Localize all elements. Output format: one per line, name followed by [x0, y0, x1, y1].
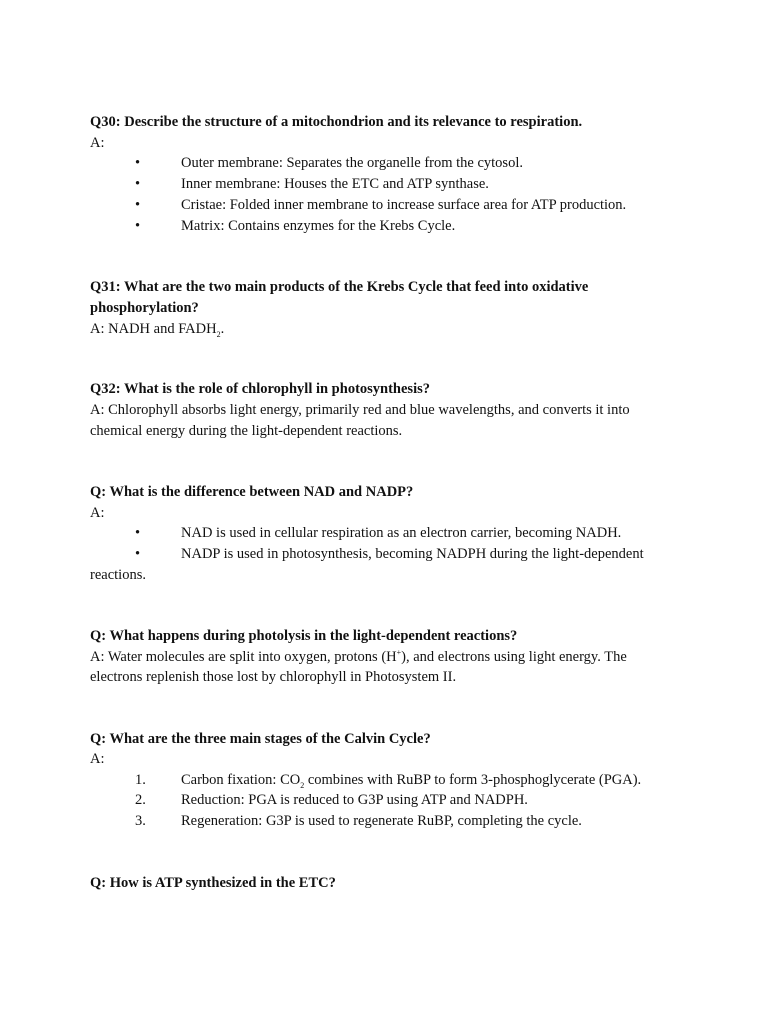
q-photolysis-answer-line1: [90, 647, 627, 668]
q-calvin-item1-subscript: 2: [300, 780, 305, 790]
q-calvin-answer-label: A:: [90, 751, 105, 767]
q32-answer-line1: A: Chlorophyll absorbs light energy, primarily red and blue wavelengths, and converts it into: [90, 402, 630, 418]
q32-question: Q32: What is the role of chlorophyll in photosynthesis?: [90, 381, 430, 397]
q32-answer-line2: chemical energy during the light-dependent reactions.: [90, 423, 403, 439]
q31-answer-suffix: .: [220, 321, 225, 337]
q31-answer: [90, 319, 224, 340]
q30-bullet-1: •: [135, 155, 141, 171]
q30-item-matrix: Matrix: Contains enzymes for the Krebs Cycle.: [181, 218, 456, 234]
q-calvin-number-1: 1.: [135, 772, 146, 788]
q30-item-inner-membrane: Inner membrane: Houses the ETC and ATP synthase.: [181, 176, 489, 192]
q31-question-line2: phosphorylation?: [90, 300, 199, 316]
q-nad-item-2-line2: reactions.: [90, 567, 146, 583]
q-nad-bullet-1: •: [135, 525, 141, 541]
q30-bullet-4: •: [135, 218, 141, 234]
q-photolysis-answer-suffix: ), and electrons using light energy. The: [401, 649, 627, 665]
q-nad-item-1: NAD is used in cellular respiration as an electron carrier, becoming NADH.: [181, 525, 622, 541]
q30-answer-label: A:: [90, 135, 105, 151]
q-nad-bullet-2: •: [135, 546, 141, 562]
q31-answer-subscript: 2: [216, 329, 221, 339]
q31-question-line1: Q31: What are the two main products of the Krebs Cycle that feed into oxidative: [90, 279, 589, 295]
q30-question: Q30: Describe the structure of a mitochondrion and its relevance to respiration.: [90, 114, 583, 130]
q-calvin-item1-prefix: Carbon fixation: CO: [181, 772, 301, 788]
q30-bullet-3: •: [135, 197, 141, 213]
q-calvin-item1-suffix: combines with RuBP to form 3-phosphoglycerate (PGA).: [304, 772, 642, 788]
q-photolysis-answer-prefix: A: Water molecules are split into oxygen, protons (H: [90, 649, 397, 665]
q30-item-cristae: Cristae: Folded inner membrane to increase surface area for ATP production.: [181, 197, 627, 213]
q-calvin-item-carbon-fixation: [181, 770, 641, 791]
q30-bullet-2: •: [135, 176, 141, 192]
q-calvin-question: Q: What are the three main stages of the Calvin Cycle?: [90, 731, 431, 747]
q30-item-outer-membrane: Outer membrane: Separates the organelle from the cytosol.: [181, 155, 523, 171]
q-calvin-item-regeneration: Regeneration: G3P is used to regenerate RuBP, completing the cycle.: [181, 813, 582, 829]
q-calvin-item-reduction: Reduction: PGA is reduced to G3P using ATP and NADPH.: [181, 792, 528, 808]
q-photolysis-answer-line2: electrons replenish those lost by chlorophyll in Photosystem II.: [90, 669, 457, 685]
q-photolysis-superscript: +: [396, 648, 402, 658]
q-nad-item-2-line1: NADP is used in photosynthesis, becoming NADPH during the light-dependent: [181, 546, 644, 562]
q-nad-answer-label: A:: [90, 505, 105, 521]
q-nad-question: Q: What is the difference between NAD and NADP?: [90, 484, 414, 500]
q31-answer-prefix: A: NADH and FADH: [90, 321, 217, 337]
q-calvin-number-2: 2.: [135, 792, 146, 808]
q-calvin-number-3: 3.: [135, 813, 146, 829]
q-photolysis-question: Q: What happens during photolysis in the light-dependent reactions?: [90, 628, 518, 644]
q-atp-question: Q: How is ATP synthesized in the ETC?: [90, 875, 336, 891]
